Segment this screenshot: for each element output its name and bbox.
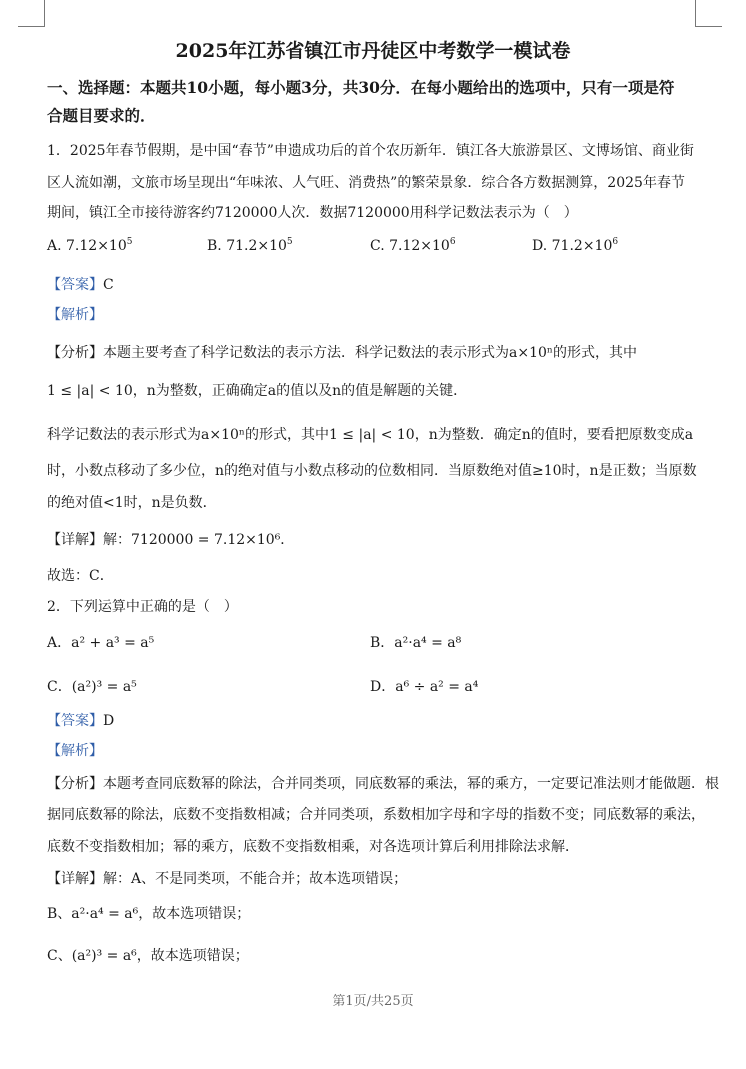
q1-detail: 【详解】解：7120000 = 7.12×10⁶．	[47, 532, 295, 548]
crop-mark-top-left	[18, 0, 45, 27]
page-footer: 第1页/共25页	[332, 994, 414, 1009]
q1-stem-line-3: 期间，镇江全市接待游客约7120000人次．数据7120000用科学记数法表示为（ ）	[47, 205, 578, 221]
q2-option-d: D．a⁶ ÷ a² = a⁴	[370, 679, 479, 695]
q2-analysis-line-3: 底数不变指数相加；幂的乘方，底数不变指数相乘，对各选项计算后利用排除法求解．	[47, 839, 579, 855]
q1-stem-line-2: 区人流如潮，文旅市场呈现出“年味浓、人气旺、消费热”的繁荣景象．综合各方数据测算，2025年春节	[47, 175, 685, 191]
q2-detail-line-1: 【详解】解：A、不是同类项，不能合并；故本选项错误；	[47, 871, 408, 887]
q1-analysis-tag: 【解析】	[47, 307, 103, 323]
q1-option-a: A. $7.12\times 10^5$	[47, 237, 133, 254]
q2-detail-line-2: B、a²·a⁴ = a⁶，故本选项错误；	[47, 906, 251, 922]
q2-detail-line-3: C、(a²)³ = a⁶，故本选项错误；	[47, 948, 249, 964]
section-heading-line-1: 一、选择题：本题共10小题，每小题3分，共30分．在每小题给出的选项中，只有一项是符	[47, 78, 675, 97]
q1-answer: 【答案】C	[47, 277, 114, 293]
q1-analysis-line-3: 科学记数法的表示形式为a×10ⁿ的形式，其中1 ≤ |a| < 10，n为整数．确定n的值时，要看把原数变成a	[47, 427, 694, 443]
q2-analysis-line-1: 【分析】本题考查同底数幂的除法，合并同类项，同底数幂的乘法，幂的乘方，一定要记准法则才能做题．根	[47, 776, 719, 792]
q1-analysis-line-5: 的绝对值<1时，n是负数．	[47, 495, 217, 511]
q2-analysis-line-2: 据同底数幂的除法，底数不变指数相减；合并同类项，系数相加字母和字母的指数不变；同底数幂的乘法，	[47, 807, 705, 823]
q2-option-a: A．a² + a³ = a⁵	[47, 635, 155, 651]
q2-option-b: B．a²·a⁴ = a⁸	[370, 635, 462, 651]
q2-option-c: C．(a²)³ = a⁵	[47, 679, 137, 695]
q2-analysis-tag: 【解析】	[47, 743, 103, 759]
q2-answer: 【答案】D	[47, 713, 115, 729]
document-title: 2025年江苏省镇江市丹徒区中考数学一模试卷	[175, 40, 571, 62]
q2-stem: 2．下列运算中正确的是（ ）	[47, 599, 238, 615]
q1-option-b: B. $71.2\times 10^5$	[207, 237, 293, 254]
section-heading-line-2: 合题目要求的．	[47, 106, 156, 125]
q1-stem-line-1: 1．2025年春节假期，是中国“春节”申遗成功后的首个农历新年．镇江各大旅游景区、文博场馆、商业街	[47, 143, 694, 159]
q1-option-c: C. $7.12\times 10^6$	[370, 237, 456, 254]
q1-analysis-line-2: 1 ≤ |a| < 10，n为整数，正确确定a的值以及n的值是解题的关键．	[47, 383, 468, 399]
q1-analysis-line-1: 【分析】本题主要考查了科学记数法的表示方法．科学记数法的表示形式为a×10ⁿ的形式，其中	[47, 345, 637, 361]
q1-option-d: D. $71.2\times 10^6$	[532, 237, 619, 254]
q1-choose: 故选：C．	[47, 568, 114, 584]
q1-analysis-line-4: 时，小数点移动了多少位，n的绝对值与小数点移动的位数相同．当原数绝对值≥10时，n是正数；当原数	[47, 463, 697, 479]
crop-mark-top-right	[695, 0, 722, 27]
